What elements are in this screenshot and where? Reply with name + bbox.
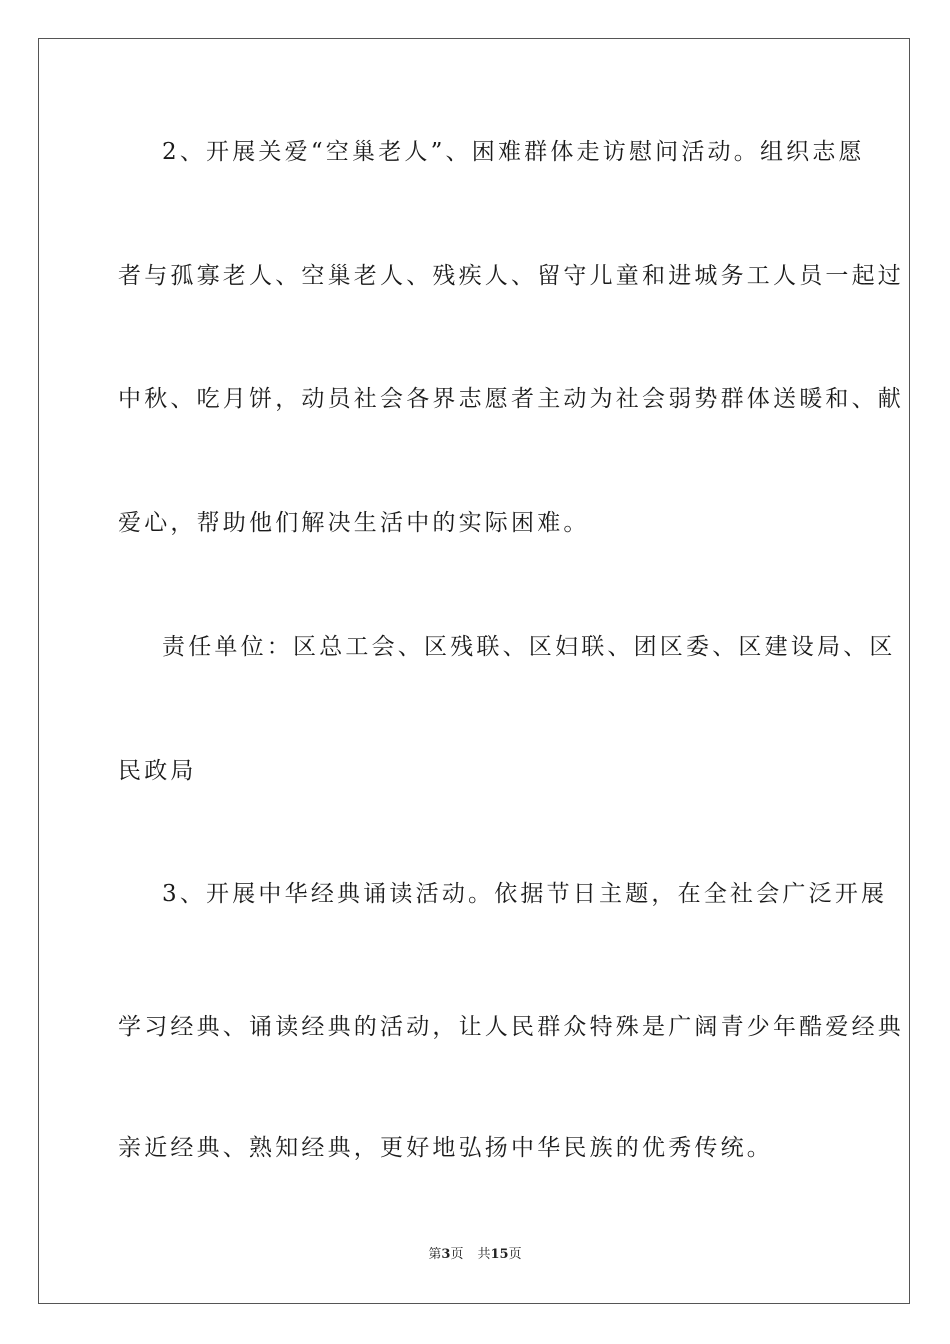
paragraph-line-1: 2、开展关爱“空巢老人”、困难群体走访慰问活动。组织志愿 — [162, 139, 865, 165]
paragraph-line-3: 中秋、吃月饼，动员社会各界志愿者主动为社会弱势群体送暖和、献 — [118, 386, 904, 412]
responsible-units-line-1: 责任单位：区总工会、区残联、区妇联、团区委、区建设局、区 — [162, 634, 896, 660]
total-pages: 15 — [490, 1247, 509, 1262]
total-suffix: 页 — [508, 1247, 522, 1262]
paragraph-line-7: 亲近经典、熟知经典，更好地弘扬中华民族的优秀传统。 — [118, 1135, 773, 1161]
responsible-units-line-2: 民政局 — [118, 758, 197, 784]
page-number: 3 — [441, 1247, 451, 1262]
page-footer — [0, 1246, 950, 1264]
paragraph-line-6: 学习经典、诵读经典的活动，让人民群众特殊是广阔青少年酷爱经典 — [118, 1014, 904, 1040]
total-prefix: 共 — [477, 1247, 491, 1262]
paragraph-line-2: 者与孤寡老人、空巢老人、残疾人、留守儿童和进城务工人员一起过 — [118, 263, 904, 289]
page-border — [38, 38, 910, 1304]
paragraph-line-5: 3、开展中华经典诵读活动。依据节日主题，在全社会广泛开展 — [162, 881, 888, 907]
paragraph-line-4: 爱心，帮助他们解决生活中的实际困难。 — [118, 510, 590, 536]
page-prefix: 第 — [428, 1247, 442, 1262]
page-suffix: 页 — [450, 1247, 464, 1262]
